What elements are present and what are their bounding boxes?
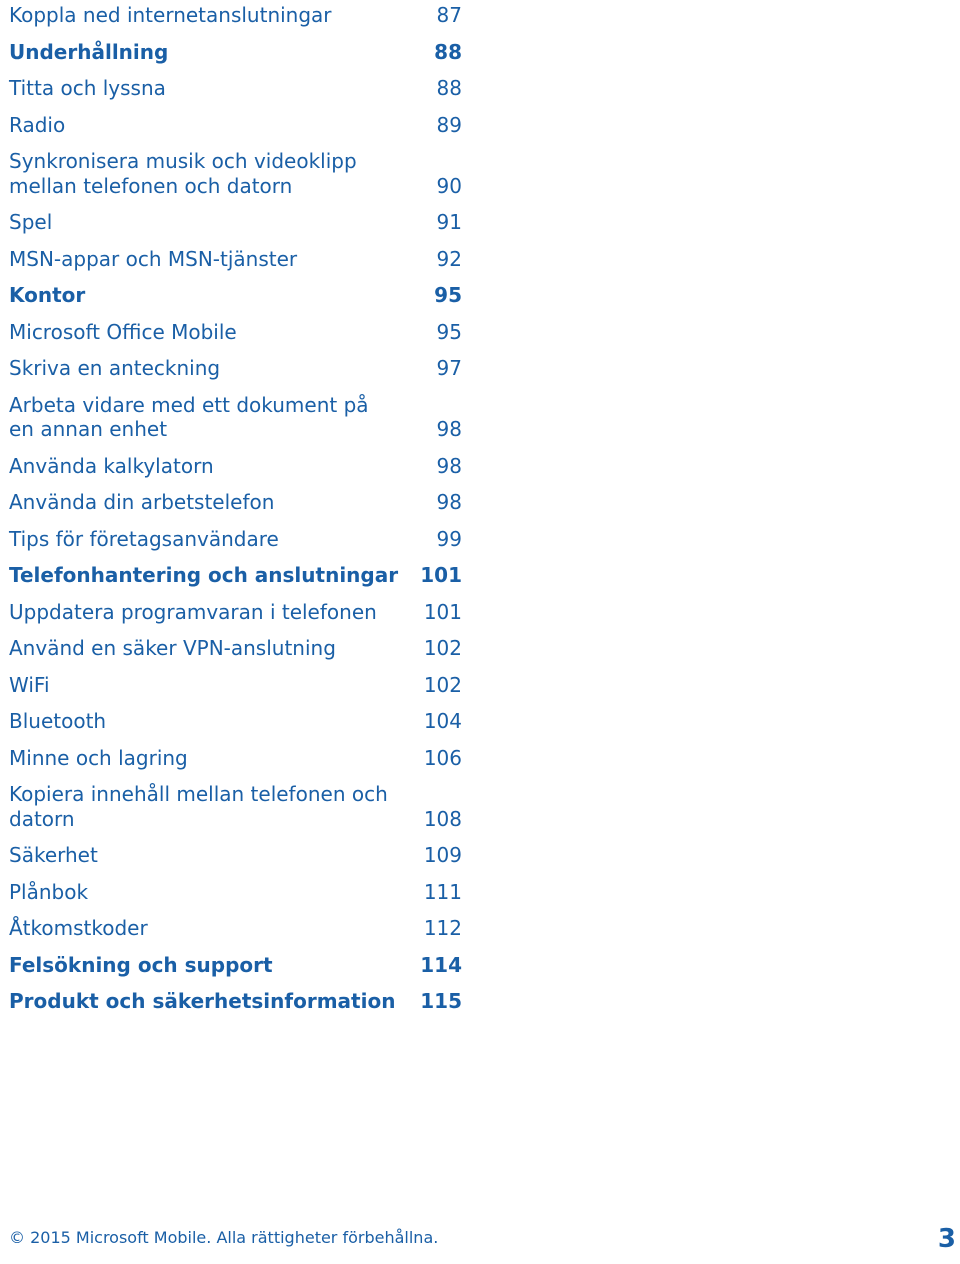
toc-entry-label: WiFi	[9, 672, 50, 697]
toc-section-heading[interactable]	[9, 989, 462, 1014]
toc-entry-label: Koppla ned internetanslutningar	[9, 3, 332, 27]
table-of-contents	[9, 3, 462, 1026]
toc-entry-label: Spel	[9, 210, 53, 234]
toc-entry[interactable]	[9, 113, 462, 138]
toc-entry-page: 114	[420, 952, 462, 977]
toc-entry-label: Titta och lyssna	[9, 76, 166, 100]
toc-section-heading[interactable]	[9, 283, 462, 308]
toc-entry[interactable]	[9, 247, 462, 272]
toc-section-heading[interactable]	[9, 953, 462, 978]
toc-entry-page: 111	[423, 879, 462, 904]
toc-entry[interactable]	[9, 746, 462, 771]
toc-entry-page: 87	[436, 3, 462, 27]
page-number: 3	[937, 1224, 956, 1254]
toc-entry[interactable]	[9, 673, 462, 698]
toc-entry-page: 115	[420, 989, 462, 1013]
toc-entry[interactable]	[9, 916, 462, 941]
toc-entry[interactable]	[9, 320, 462, 345]
toc-entry-page: 108	[423, 806, 462, 831]
toc-entry[interactable]	[9, 356, 462, 381]
toc-entry-label: Åtkomstkoder	[9, 916, 148, 940]
toc-entry-label: Tips för företagsanvändare	[9, 526, 279, 551]
toc-entry-label: Kopiera innehåll mellan telefonen och datorn	[9, 782, 388, 831]
toc-entry[interactable]	[9, 782, 462, 831]
toc-entry-label: Underhållning	[9, 39, 169, 64]
toc-entry-page: 95	[434, 283, 462, 307]
toc-entry[interactable]	[9, 210, 462, 235]
toc-entry[interactable]	[9, 527, 462, 552]
toc-entry-label: Bluetooth	[9, 709, 107, 733]
toc-entry[interactable]	[9, 490, 462, 515]
toc-entry[interactable]	[9, 76, 462, 101]
toc-entry-page: 88	[434, 39, 462, 64]
toc-entry-label: Telefonhantering och anslutningar	[9, 563, 399, 587]
toc-entry-page: 99	[436, 526, 462, 551]
toc-entry-page: 98	[436, 417, 462, 441]
toc-entry-label: Synkronisera musik och videoklipp mellan telefonen och datorn	[9, 149, 357, 198]
toc-entry-page: 95	[436, 319, 462, 344]
toc-entry[interactable]	[9, 149, 462, 198]
toc-entry-label: Kontor	[9, 283, 86, 307]
toc-entry[interactable]	[9, 600, 462, 625]
toc-entry[interactable]	[9, 880, 462, 905]
toc-entry[interactable]	[9, 3, 462, 28]
toc-entry-label: Använd en säker VPN-anslutning	[9, 636, 336, 660]
toc-entry[interactable]	[9, 393, 462, 442]
toc-entry-page: 101	[423, 599, 462, 624]
toc-entry[interactable]	[9, 709, 462, 734]
toc-entry-page: 109	[423, 843, 462, 867]
toc-entry-label: Uppdatera programvaran i telefonen	[9, 599, 377, 624]
toc-entry-label: Plånbok	[9, 879, 89, 904]
toc-entry-page: 97	[436, 356, 462, 380]
toc-entry-page: 88	[436, 76, 462, 100]
toc-entry-page: 90	[436, 173, 462, 198]
toc-entry-label: Skriva en anteckning	[9, 356, 221, 380]
toc-entry-label: MSN-appar och MSN-tjänster	[9, 246, 298, 271]
toc-entry-label: Produkt och säkerhetsinformation	[9, 989, 396, 1013]
toc-entry-page: 92	[436, 246, 462, 271]
toc-entry-page: 98	[436, 490, 462, 514]
toc-entry-page: 98	[436, 453, 462, 478]
toc-entry-label: Radio	[9, 112, 66, 137]
toc-entry-page: 89	[436, 112, 462, 137]
toc-entry-page: 104	[423, 709, 462, 733]
toc-entry[interactable]	[9, 454, 462, 479]
toc-entry-page: 91	[436, 210, 462, 234]
toc-entry-page: 101	[420, 563, 462, 587]
toc-entry-label: Säkerhet	[9, 843, 98, 867]
toc-entry-label: Minne och lagring	[9, 745, 188, 770]
toc-entry-label: Använda din arbetstelefon	[9, 490, 275, 514]
toc-entry-page: 112	[423, 916, 462, 940]
toc-entry-label: Använda kalkylatorn	[9, 453, 214, 478]
toc-entry[interactable]	[9, 636, 462, 661]
toc-entry-page: 102	[423, 672, 462, 697]
toc-entry[interactable]	[9, 843, 462, 868]
copyright-footer: © 2015 Microsoft Mobile. Alla rättigheter förbehållna.	[9, 1228, 439, 1247]
toc-entry-label: Arbeta vidare med ett dokument på en annan enhet	[9, 392, 369, 441]
toc-entry-label: Felsökning och support	[9, 952, 273, 977]
toc-entry-page: 106	[423, 745, 462, 770]
toc-entry-label: Microsoft Office Mobile	[9, 319, 237, 344]
toc-section-heading[interactable]	[9, 40, 462, 65]
toc-entry-page: 102	[423, 636, 462, 660]
toc-section-heading[interactable]	[9, 563, 462, 588]
